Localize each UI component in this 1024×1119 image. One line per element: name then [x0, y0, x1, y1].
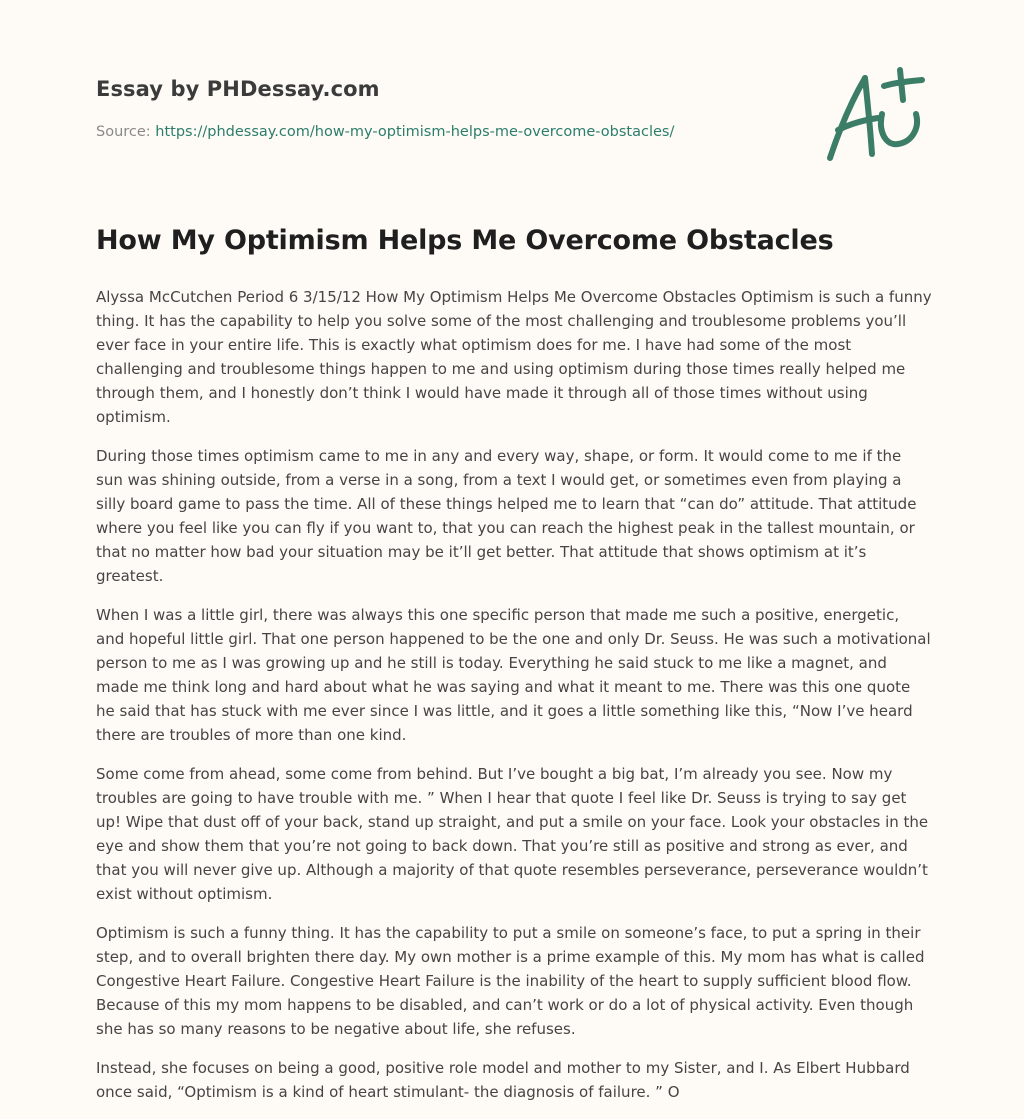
essay-paragraph: Alyssa McCutchen Period 6 3/15/12 How My Optimism Helps Me Overcome Obstacles Optimism is such a funny thing. It has the capability to help you solve some of the most challenging and troublesome problems you’ll ever face in your entire life. This is exactly what optimism does for me. I have had some of the most challenging and troublesome things happen to me and using optimism during those times really helped me through them, and I honestly don’t think I would have made it through all of those times without using optimism. [96, 288, 932, 426]
essay-paragraph: Some come from ahead, some come from behind. But I’ve bought a big bat, I’m already you see. Now my troubles are going to have trouble with me. ” When I hear that quote I feel like Dr. Seuss is trying to say get up! Wipe that dust off of your back, stand up straight, and put a smile on your face. Look your obstacles in the eye and show them that you’re not going to back down. That you’re still as positive and strong as ever, and that you will never give up. Although a majority of that quote resembles perseverance, perseverance wouldn’t exist without optimism. [96, 765, 929, 903]
essay-body [96, 285, 932, 1119]
essay-paragraph: Optimism is such a funny thing. It has the capability to put a smile on someone’s face, to put a spring in their step, and to overall brighten there day. My own mother is a prime example of this. My mom has what is called Congestive Heart Failure. Congestive Heart Failure is the inability of the heart to supply sufficient blood flow. Because of this my mom happens to be disabled, and can’t work or do a lot of physical activity. Even though she has so many reasons to be negative about life, she refuses. [96, 924, 925, 1038]
source-line [96, 124, 674, 140]
essay-paragraph: During those times optimism came to me in any and every way, shape, or form. It would come to me if the sun was shining outside, from a verse in a song, from a text I would get, or sometimes even from playing a silly board game to pass the time. All of these things helped me to learn that “can do” attitude. That attitude where you feel like you can fly if you want to, that you can reach the highest peak in the tallest mountain, or that no matter how bad your situation may be it’ll get better. That attitude that shows optimism at it’s greatest. [96, 447, 917, 585]
source-label: Source: [96, 124, 151, 140]
essay-title: How My Optimism Helps Me Overcome Obstacles [96, 225, 834, 256]
essay-paragraph: When I was a little girl, there was always this one specific person that made me such a positive, energetic, and hopeful little girl. That one person happened to be the one and only Dr. Seuss. He was such a motivational person to me as I was growing up and he still is today. Everything he said stuck to me like a magnet, and made me think long and hard about what he was saying and what it meant to me. There was this one quote he said that has stuck with me ever since I was little, and it goes a little something like this, “Now I’ve heard there are troubles of more than one kind. [96, 606, 931, 744]
source-link[interactable]: https://phdessay.com/how-my-optimism-helps-me-overcome-obstacles/ [155, 124, 675, 140]
site-title: Essay by PHDessay.com [96, 77, 380, 101]
essay-paragraph: Instead, she focuses on being a good, positive role model and mother to my Sister, and I. As Elbert Hubbard once said, “Optimism is a kind of heart stimulant- the diagnosis of failure. ” O [96, 1059, 910, 1101]
a-plus-grade-icon [820, 66, 930, 166]
